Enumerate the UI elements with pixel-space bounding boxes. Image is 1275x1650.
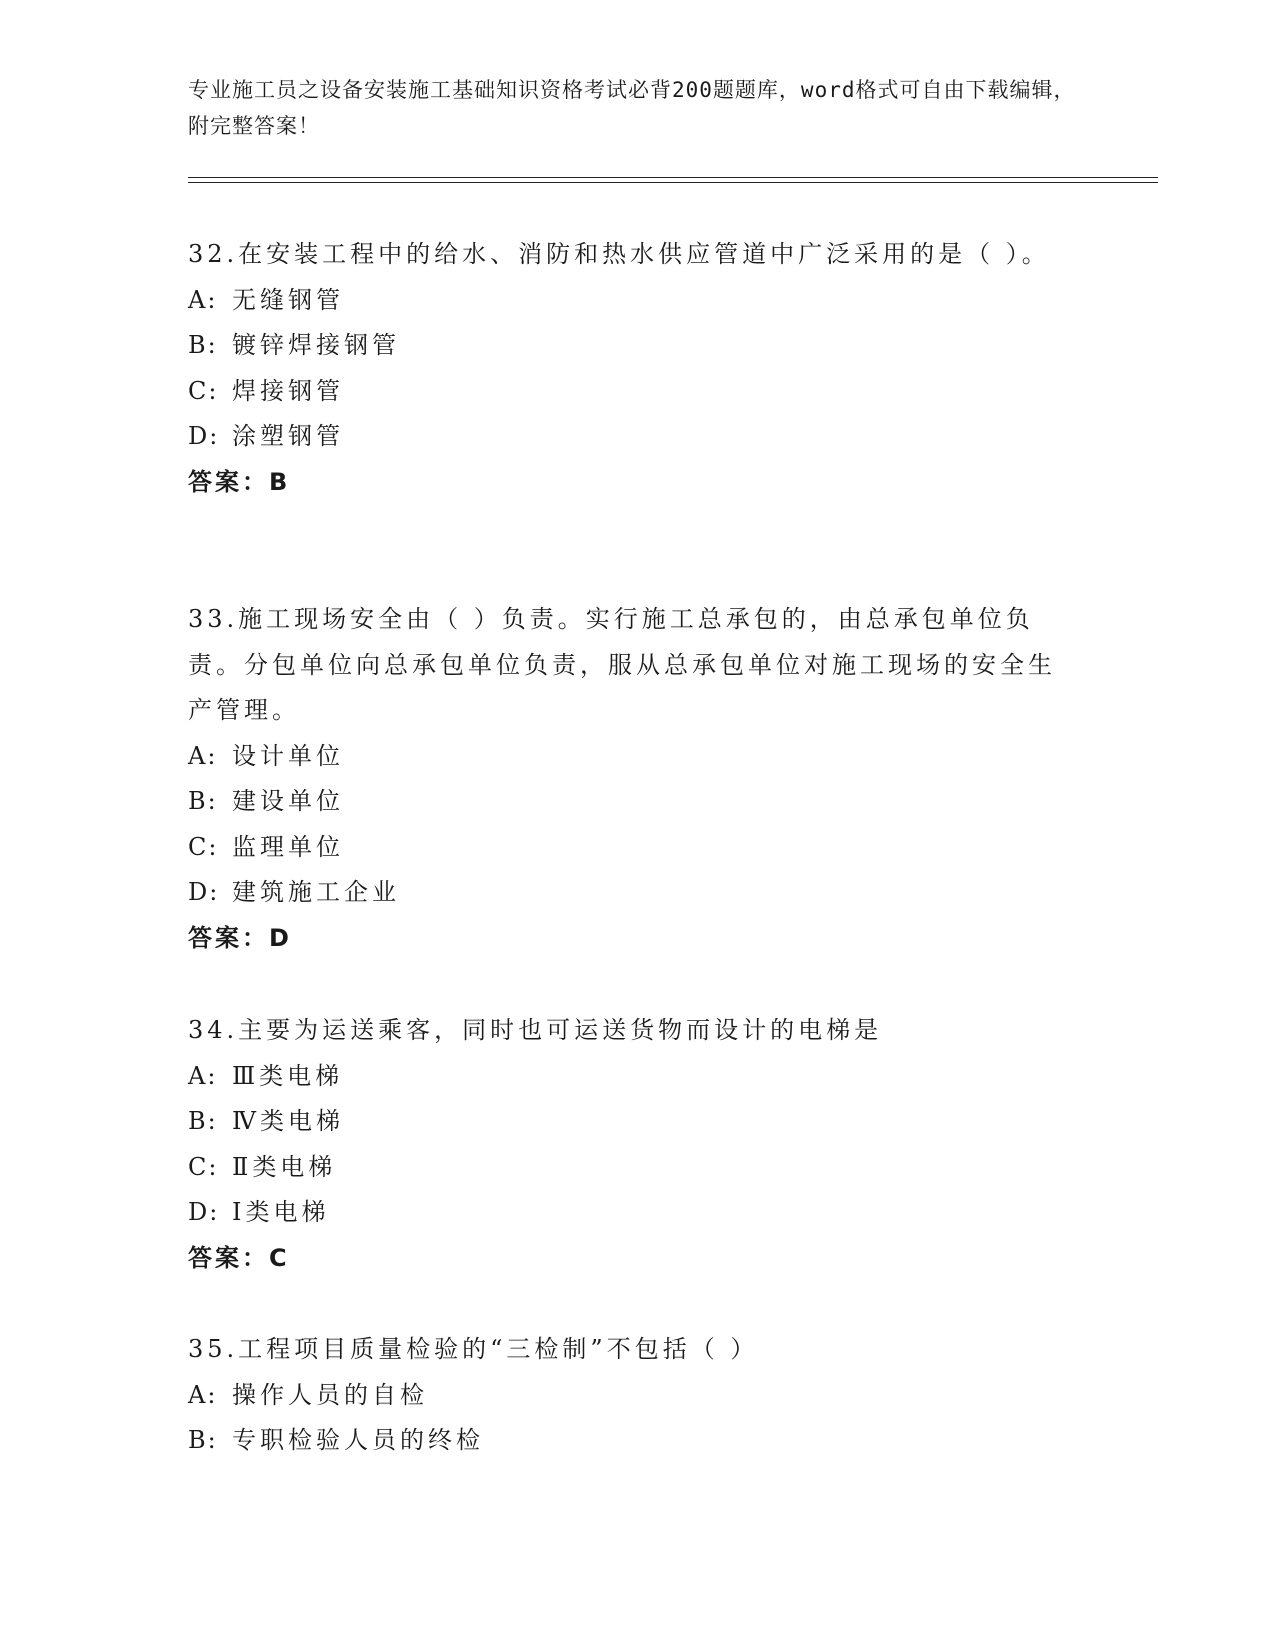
option-text: 监理单位 [232, 832, 344, 861]
option-b [188, 779, 1068, 825]
option-text: 涂塑钢管 [232, 422, 344, 450]
question-stem: 33.施工现场安全由（ ）负责。实行施工总承包的，由总承包单位负责。分包单位向总承包单位负责，服从总承包单位对施工现场的安全生产管理。 [188, 605, 1056, 724]
option-text: 建筑施工企业 [232, 878, 400, 906]
question-block [188, 597, 1068, 961]
option-c [188, 1145, 1068, 1191]
option-key: A: [188, 1380, 218, 1409]
option-key: C: [188, 376, 219, 405]
option-key: A: [188, 741, 218, 770]
option-key: B: [188, 787, 218, 815]
answer-line: 答案：C [188, 1243, 290, 1272]
option-key: C: [188, 832, 219, 861]
option-text: Ⅲ类电梯 [232, 1061, 344, 1090]
option-d [188, 870, 1068, 916]
option-text: 专职检验人员的终检 [232, 1426, 484, 1454]
option-text: Ⅳ类电梯 [232, 1107, 344, 1135]
question-block [188, 1008, 1068, 1281]
question-block [188, 232, 1068, 505]
option-text: 焊接钢管 [232, 376, 344, 405]
option-key: B: [188, 1107, 218, 1135]
option-b [188, 323, 1068, 369]
option-a [188, 1054, 1068, 1100]
option-a [188, 1373, 1068, 1419]
question-stem: 34.主要为运送乘客，同时也可运送货物而设计的电梯是 [188, 1016, 883, 1044]
option-text: 设计单位 [232, 741, 344, 770]
option-key: A: [188, 285, 218, 314]
option-a [188, 734, 1068, 780]
question-stem: 32.在安装工程中的给水、消防和热水供应管道中广泛采用的是（ ）。 [188, 240, 1050, 268]
option-key: D: [188, 878, 220, 906]
header-divider-bottom [188, 182, 1158, 183]
option-key: C: [188, 1152, 219, 1181]
option-b [188, 1418, 1068, 1464]
option-key: D: [188, 1198, 220, 1226]
option-a [188, 278, 1068, 324]
option-text: Ⅰ类电梯 [232, 1198, 330, 1226]
option-text: 操作人员的自检 [232, 1380, 428, 1409]
document-header: 专业施工员之设备安装施工基础知识资格考试必背200题题库，word格式可自由下载编辑，附完整答案！ [188, 78, 1076, 138]
option-b [188, 1099, 1068, 1145]
option-d [188, 414, 1068, 460]
option-key: B: [188, 1426, 218, 1454]
option-text: Ⅱ类电梯 [232, 1152, 337, 1181]
option-c [188, 369, 1068, 415]
header-divider-top [188, 177, 1158, 178]
answer-line: 答案：D [188, 923, 292, 952]
answer-line: 答案：B [188, 467, 291, 496]
option-text: 镀锌焊接钢管 [232, 331, 400, 359]
option-text: 无缝钢管 [232, 285, 344, 314]
option-text: 建设单位 [232, 787, 344, 815]
option-key: B: [188, 331, 218, 359]
option-d [188, 1190, 1068, 1236]
option-key: A: [188, 1061, 218, 1090]
question-block [188, 1327, 1068, 1464]
option-c [188, 825, 1068, 871]
question-stem: 35.工程项目质量检验的“三检制”不包括（ ） [188, 1335, 759, 1363]
option-key: D: [188, 422, 220, 450]
